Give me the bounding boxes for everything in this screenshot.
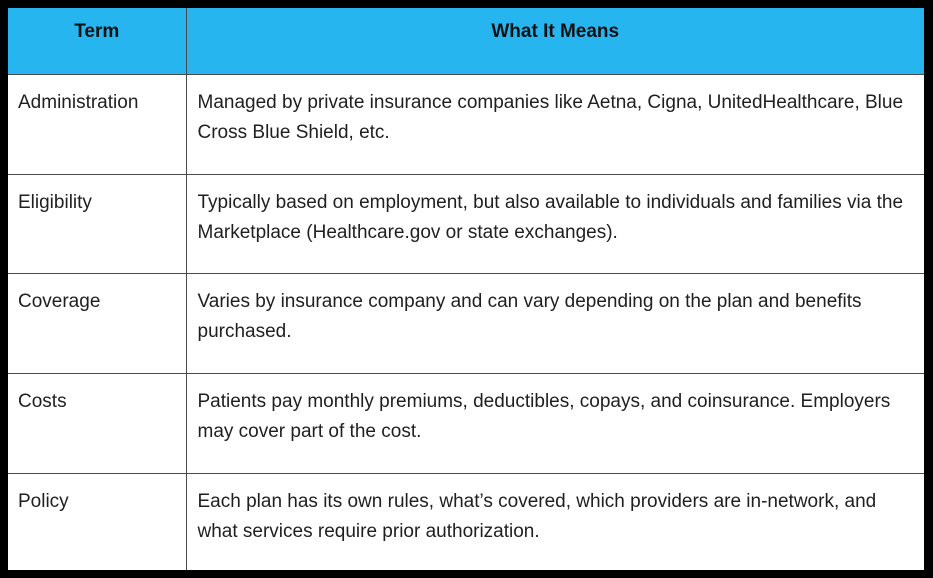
meaning-cell: Managed by private insurance companies like Aetna, Cigna, UnitedHealthcare, Blue Cross Blue Shield, etc. <box>186 74 924 174</box>
term-cell: Administration <box>8 74 186 174</box>
table-row <box>8 174 924 273</box>
meaning-cell: Patients pay monthly premiums, deductibles, copays, and coinsurance. Employers may cover part of the cost. <box>186 373 924 473</box>
meaning-cell: Each plan has its own rules, what’s covered, which providers are in-network, and what services require prior authorization. <box>186 473 924 570</box>
table-row <box>8 473 924 570</box>
term-cell: Policy <box>8 473 186 570</box>
term-cell: Coverage <box>8 273 186 373</box>
meaning-cell: Varies by insurance company and can vary depending on the plan and benefits purchased. <box>186 273 924 373</box>
table-row <box>8 74 924 174</box>
table-header-row <box>8 8 924 74</box>
table-row <box>8 273 924 373</box>
terms-table <box>8 8 924 570</box>
header-what-it-means: What It Means <box>186 8 924 74</box>
term-cell: Eligibility <box>8 174 186 273</box>
table-row <box>8 373 924 473</box>
header-term: Term <box>8 8 186 74</box>
table-frame <box>8 8 924 570</box>
term-cell: Costs <box>8 373 186 473</box>
meaning-cell: Typically based on employment, but also available to individuals and families via the Marketplace (Healthcare.gov or state exchanges). <box>186 174 924 273</box>
